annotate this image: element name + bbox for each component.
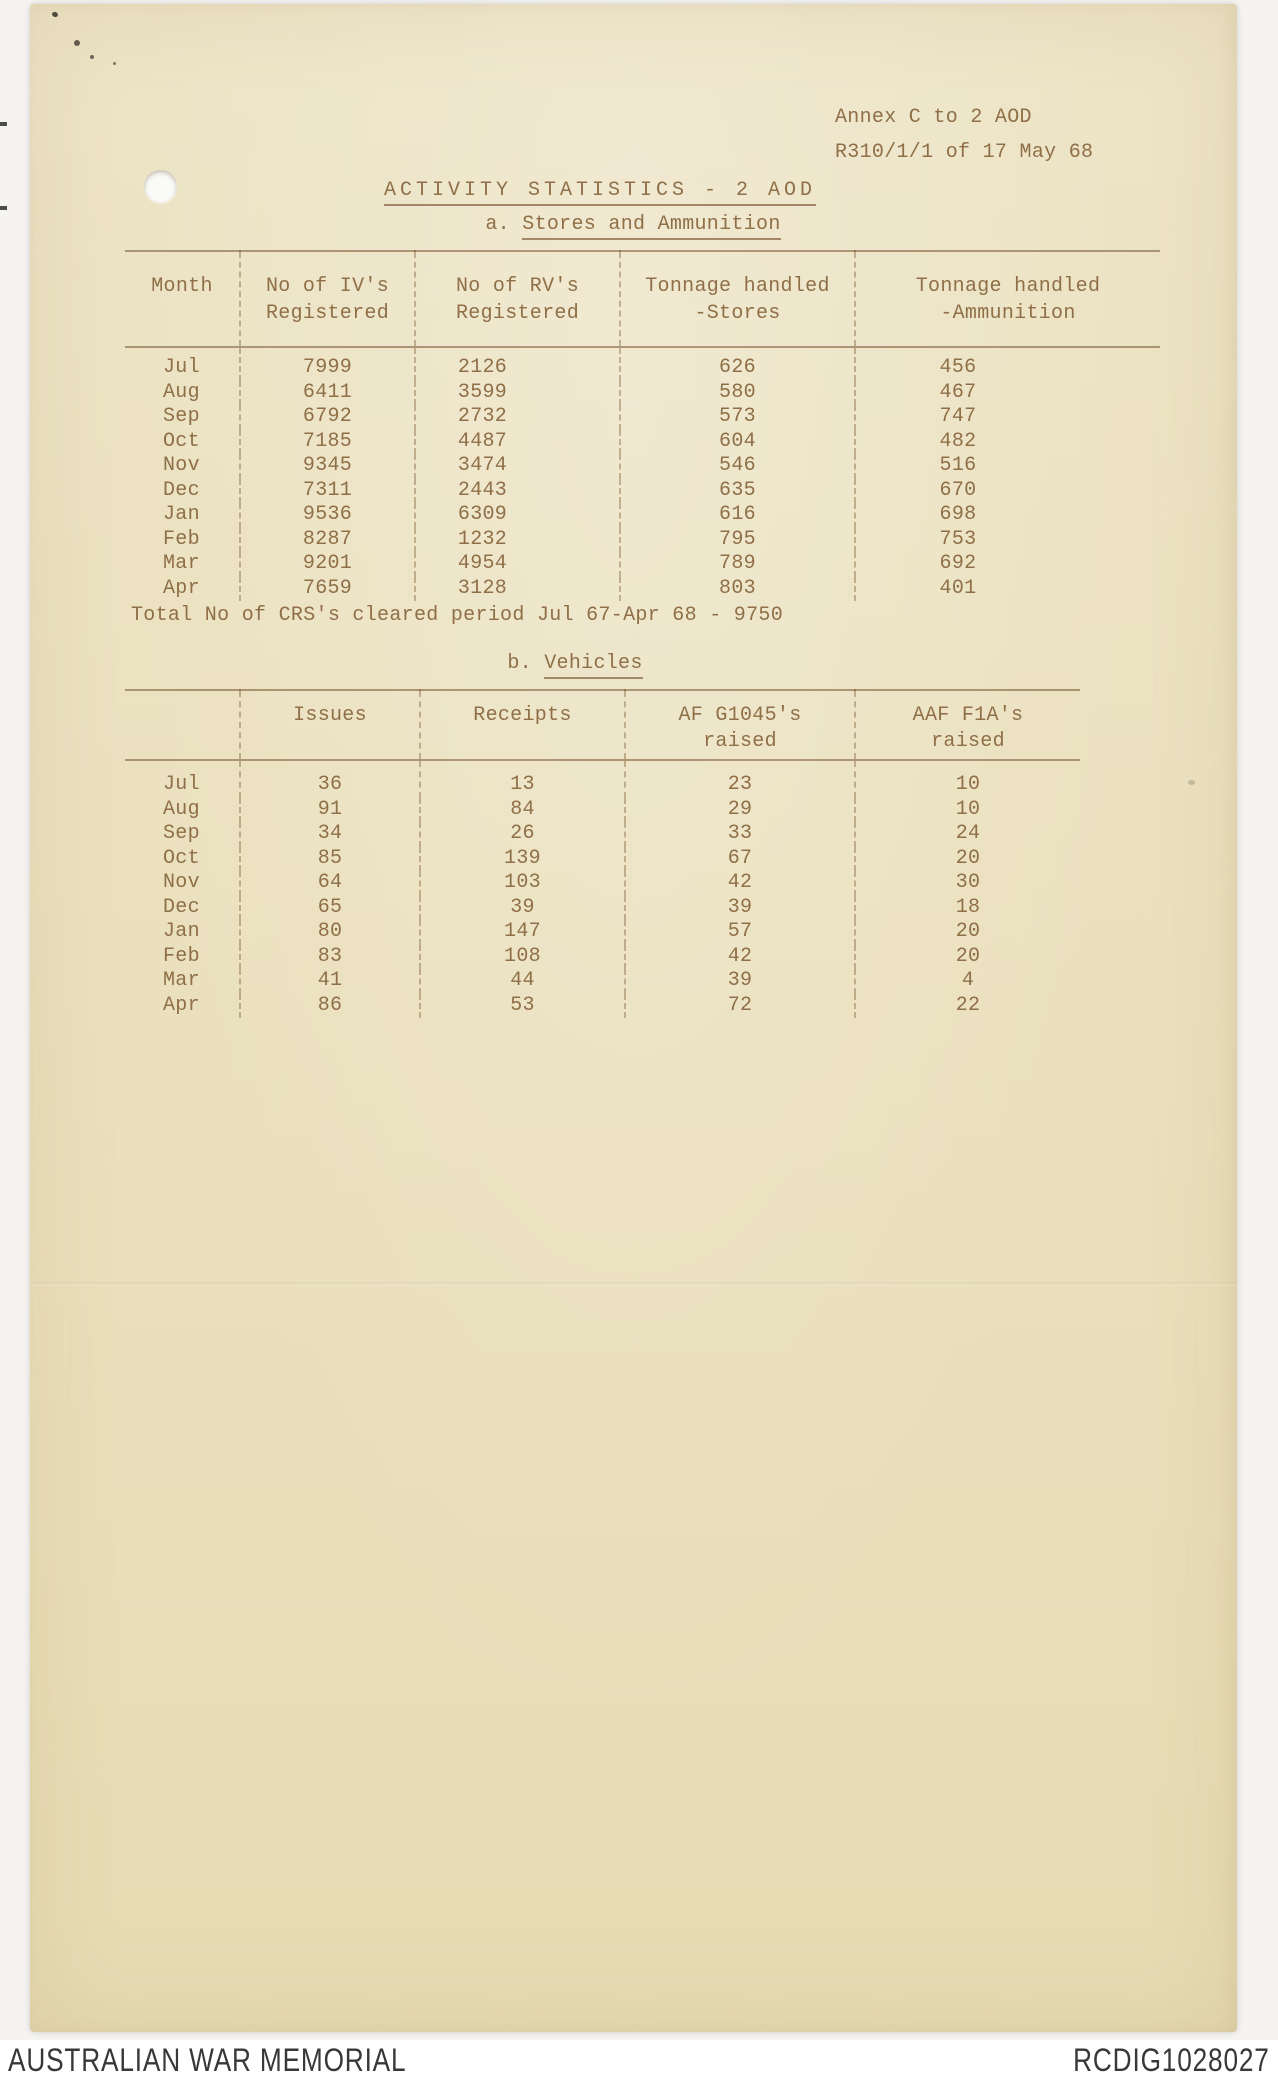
vehicles-table-body	[125, 760, 1080, 1018]
table-cell: 546	[620, 454, 855, 479]
column-header: Tonnage handled -Stores	[620, 251, 855, 347]
table-cell: 42	[625, 871, 855, 896]
table-row	[125, 405, 1160, 430]
table-cell: Jul	[163, 773, 200, 796]
column-header: Month	[125, 251, 240, 347]
table-row	[125, 503, 1160, 528]
table-cell: Apr	[163, 993, 200, 1017]
column-header: AAF F1A's raised	[855, 690, 1080, 760]
table-cell: Feb	[163, 944, 200, 968]
table-cell: Jan	[163, 503, 200, 526]
table-cell: 573	[620, 405, 855, 430]
header-row	[125, 251, 1160, 347]
table-cell: Oct	[163, 846, 200, 870]
table-cell: 616	[620, 503, 855, 528]
ink-speck	[1188, 780, 1195, 785]
table-cell: Aug	[163, 380, 200, 404]
table-cell: 29	[625, 798, 855, 823]
table-cell: 67	[625, 847, 855, 872]
table-cell: 7999	[240, 347, 415, 381]
table-cell: 7185	[240, 430, 415, 455]
table-cell: 86	[240, 994, 420, 1019]
ink-speck	[74, 40, 80, 46]
column-header: AF G1045's raised	[625, 690, 855, 760]
table-cell: Mar	[163, 552, 200, 575]
header-row	[125, 690, 1080, 760]
table-cell: 13	[420, 760, 625, 798]
table-cell: 39	[625, 896, 855, 921]
column-header: Receipts	[420, 690, 625, 760]
vehicles-table	[125, 689, 1080, 1018]
table-cell: 91	[240, 798, 420, 823]
table-cell: 9201	[240, 552, 415, 577]
table-cell: 4	[855, 969, 1080, 994]
table-cell: 139	[420, 847, 625, 872]
table-row	[125, 430, 1160, 455]
table-cell: 23	[625, 760, 855, 798]
table-cell: Apr	[163, 576, 200, 600]
table-row	[125, 577, 1160, 602]
table-cell: 108	[420, 945, 625, 970]
table-row	[125, 552, 1160, 577]
table-cell: 482	[855, 430, 1160, 455]
table-cell: 30	[855, 871, 1080, 896]
table-cell: 20	[855, 945, 1080, 970]
table-cell: 72	[625, 994, 855, 1019]
table-cell: 3128	[415, 577, 620, 602]
section-a-label: Stores and Ammunition	[522, 213, 780, 240]
table-cell: 3599	[415, 381, 620, 406]
scan-edge-mark	[0, 206, 7, 210]
table-cell: 2443	[415, 479, 620, 504]
table-cell: 753	[855, 528, 1160, 553]
annex-line: Annex C to 2 AOD	[835, 106, 1032, 129]
table-cell: 39	[625, 969, 855, 994]
table-cell: 20	[855, 847, 1080, 872]
table-cell: 795	[620, 528, 855, 553]
table-cell: 6309	[415, 503, 620, 528]
table-cell: Sep	[163, 822, 200, 845]
table-cell: 57	[625, 920, 855, 945]
table-row	[125, 871, 1080, 896]
table-cell: 22	[855, 994, 1080, 1019]
section-a-prefix: a.	[485, 213, 510, 236]
table-cell: Oct	[163, 429, 200, 453]
table-cell: 4954	[415, 552, 620, 577]
table-cell: 10	[855, 798, 1080, 823]
table-cell: 3474	[415, 454, 620, 479]
ink-speck	[113, 62, 116, 65]
stores-table-header	[125, 251, 1160, 347]
table-cell: 42	[625, 945, 855, 970]
table-row	[125, 847, 1080, 872]
table-cell: Dec	[163, 895, 200, 919]
scanned-document-page	[30, 4, 1237, 2032]
column-header: Tonnage handled -Ammunition	[855, 251, 1160, 347]
viewer-footer	[0, 2040, 1278, 2081]
table-cell: 83	[240, 945, 420, 970]
table-cell: 9536	[240, 503, 415, 528]
stores-ammunition-table	[125, 250, 1160, 601]
table-cell: Aug	[163, 797, 200, 821]
table-cell: 85	[240, 847, 420, 872]
table-cell: Jan	[163, 920, 200, 943]
table-cell: 626	[620, 347, 855, 381]
table-cell: 147	[420, 920, 625, 945]
table-cell: 7659	[240, 577, 415, 602]
stores-table-body	[125, 347, 1160, 601]
table-cell: Mar	[163, 969, 200, 992]
table-cell: Nov	[163, 871, 200, 894]
table-cell: 2732	[415, 405, 620, 430]
ink-speck	[90, 55, 94, 59]
table-cell: 84	[420, 798, 625, 823]
table-row	[125, 994, 1080, 1019]
table-row	[125, 798, 1080, 823]
table-row	[125, 347, 1160, 381]
table-cell: 635	[620, 479, 855, 504]
table-cell: 747	[855, 405, 1160, 430]
table-row	[125, 920, 1080, 945]
section-b-heading	[30, 652, 1120, 675]
table-cell: 20	[855, 920, 1080, 945]
paper-crease	[30, 1282, 1237, 1286]
table-cell: 789	[620, 552, 855, 577]
table-cell: 34	[240, 822, 420, 847]
table-row	[125, 479, 1160, 504]
table-cell: 803	[620, 577, 855, 602]
table-cell: 18	[855, 896, 1080, 921]
table-cell: 53	[420, 994, 625, 1019]
table-row	[125, 760, 1080, 798]
table-row	[125, 454, 1160, 479]
table-cell: 516	[855, 454, 1160, 479]
column-header: Issues	[240, 690, 420, 760]
table-cell: 8287	[240, 528, 415, 553]
table-cell: 10	[855, 760, 1080, 798]
table-cell: Sep	[163, 405, 200, 428]
table-cell: 65	[240, 896, 420, 921]
table-cell: 39	[420, 896, 625, 921]
table-cell: Dec	[163, 478, 200, 502]
column-header: No of IV's Registered	[240, 251, 415, 347]
table-cell: 36	[240, 760, 420, 798]
table-cell: 2126	[415, 347, 620, 381]
table-cell: 670	[855, 479, 1160, 504]
table-cell: 44	[420, 969, 625, 994]
crs-total-note: Total No of CRS's cleared period Jul 67-Apr 68 - 9750	[131, 604, 784, 627]
section-b-prefix: b.	[507, 652, 532, 675]
document-title-text: ACTIVITY STATISTICS - 2 AOD	[384, 179, 816, 206]
table-cell: Feb	[163, 527, 200, 551]
table-cell: 6411	[240, 381, 415, 406]
table-row	[125, 822, 1080, 847]
table-cell: 9345	[240, 454, 415, 479]
table-cell: Nov	[163, 454, 200, 477]
column-header: No of RV's Registered	[415, 251, 620, 347]
table-cell: Jul	[163, 356, 200, 379]
table-cell: 26	[420, 822, 625, 847]
footer-record-id: RCDIG1028027	[1073, 2042, 1270, 2078]
table-row	[125, 945, 1080, 970]
section-a-heading	[30, 213, 1236, 236]
table-cell: 4487	[415, 430, 620, 455]
column-header	[125, 690, 240, 760]
table-row	[125, 528, 1160, 553]
table-cell: 580	[620, 381, 855, 406]
document-title	[30, 179, 1170, 202]
vehicles-table-header	[125, 690, 1080, 760]
table-cell: 698	[855, 503, 1160, 528]
file-reference-line: R310/1/1 of 17 May 68	[835, 141, 1094, 164]
table-cell: 33	[625, 822, 855, 847]
table-cell: 692	[855, 552, 1160, 577]
table-cell: 6792	[240, 405, 415, 430]
table-cell: 80	[240, 920, 420, 945]
footer-archive-name: AUSTRALIAN WAR MEMORIAL	[8, 2042, 407, 2078]
table-cell: 467	[855, 381, 1160, 406]
table-cell: 604	[620, 430, 855, 455]
scan-edge-mark	[0, 122, 7, 126]
table-cell: 24	[855, 822, 1080, 847]
table-cell: 64	[240, 871, 420, 896]
ink-speck	[51, 11, 58, 18]
table-row	[125, 381, 1160, 406]
table-cell: 1232	[415, 528, 620, 553]
table-cell: 7311	[240, 479, 415, 504]
table-cell: 41	[240, 969, 420, 994]
table-row	[125, 896, 1080, 921]
table-row	[125, 969, 1080, 994]
table-cell: 456	[855, 347, 1160, 381]
table-cell: 103	[420, 871, 625, 896]
annex-reference	[835, 100, 1093, 170]
table-cell: 401	[855, 577, 1160, 602]
section-b-label: Vehicles	[544, 652, 642, 679]
